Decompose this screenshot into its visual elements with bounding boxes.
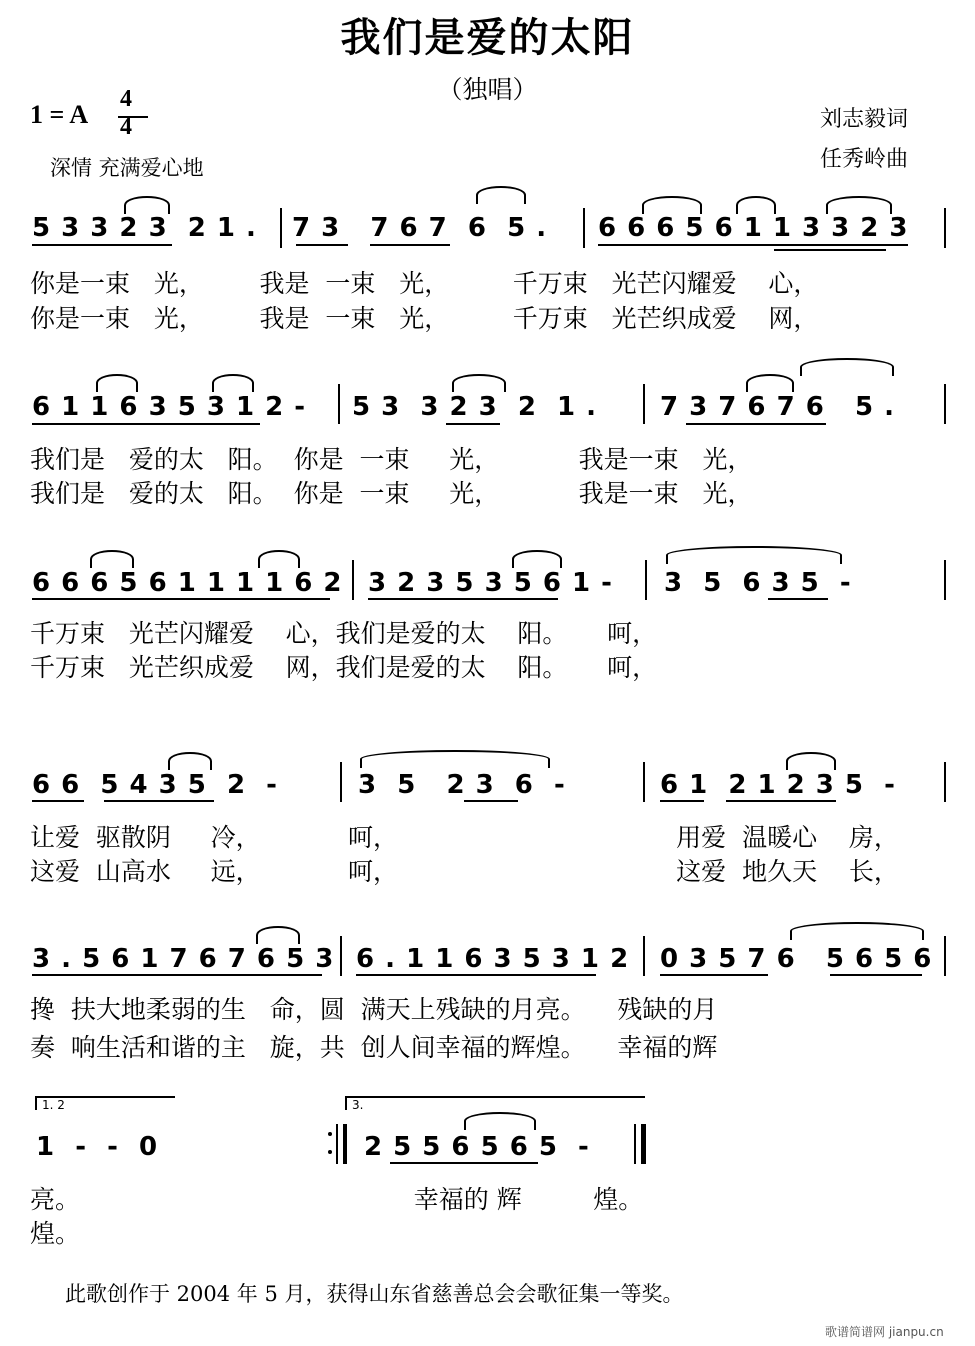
lyrics-verse-1: 你是一束 光， 我是 一束 光， 千万束 光芒闪耀爱 心， — [30, 269, 819, 298]
repeat-bar-line-thick — [343, 1124, 347, 1164]
slur — [800, 358, 894, 376]
underline — [830, 974, 922, 976]
measure-notes: 3 5 2 3 6 - — [358, 770, 566, 800]
slur — [212, 374, 254, 392]
underline — [104, 800, 214, 802]
measure-notes: 3 2 3 5 3 5 6 1 - — [368, 568, 613, 598]
lyricist: 刘志毅词 — [820, 107, 909, 132]
bar-line — [643, 936, 645, 976]
slur — [790, 922, 924, 940]
underline — [32, 800, 84, 802]
tempo-marking: 深情 充满爱心地 — [50, 156, 204, 180]
slur — [476, 186, 526, 204]
underline — [686, 423, 826, 425]
slur — [90, 550, 134, 568]
volta-second-ending: 3. — [352, 1098, 364, 1112]
slur — [360, 750, 550, 768]
slur — [464, 1112, 536, 1130]
bar-line — [944, 384, 946, 424]
underline — [660, 974, 768, 976]
underline — [370, 244, 450, 246]
lyrics-verse-2: 我们是 爱的太 阳。 你是 一束 光， 我是一束 光， — [30, 479, 753, 508]
underline — [390, 1162, 538, 1164]
measure-notes: 3 . 5 6 1 7 6 7 6 5 3 — [32, 944, 335, 974]
underline — [32, 598, 330, 600]
lyrics-verse-1: 搀 扶大地柔弱的生 命，圆 满天上残缺的月亮。 残缺的月 — [30, 995, 718, 1024]
bar-line — [338, 384, 340, 424]
final-bar-line — [634, 1124, 636, 1164]
bar-line — [645, 560, 647, 600]
underline — [356, 974, 596, 976]
underline — [660, 800, 704, 802]
bar-line — [352, 560, 354, 600]
repeat-dot — [328, 1150, 332, 1154]
time-signature-bottom: 4 — [120, 114, 132, 140]
underline — [368, 598, 558, 600]
repeat-dot — [328, 1132, 332, 1136]
slur — [786, 752, 836, 770]
watermark: 歌谱简谱网 jianpu.cn — [825, 1325, 944, 1339]
lyrics-verse-1: 亮。 幸福的 辉 煌。 — [30, 1185, 644, 1214]
measure-notes: 6 6 6 5 6 1 1 3 3 2 3 — [598, 213, 909, 243]
slur — [512, 550, 562, 568]
footnote: 此歌创作于 2004 年 5 月，获得山东省慈善总会会歌征集一等奖。 — [65, 1282, 684, 1306]
slur — [124, 196, 170, 214]
time-signature-top: 4 — [120, 86, 132, 112]
measure-notes: 3 5 6 3 5 - — [664, 568, 852, 598]
measure-notes: 6 . 1 1 6 3 5 3 1 2 — [356, 944, 630, 974]
measure-notes: 7 3 7 6 7 6 5 . — [660, 392, 895, 422]
measure-notes: 5 3 3 2 3 2 1 . — [32, 213, 257, 243]
measure-notes: 0 3 5 7 6 5 6 5 6 — [660, 944, 933, 974]
underline — [32, 244, 172, 246]
measure-notes: 6 1 1 6 3 5 3 1 2 - — [32, 392, 307, 422]
lyrics-verse-2: 你是一束 光， 我是 一束 光， 千万束 光芒织成爱 网， — [30, 304, 819, 333]
measure-notes: 7 3 7 6 7 6 5 . — [292, 213, 548, 243]
bar-line — [583, 208, 585, 248]
lyrics-verse-2: 千万束 光芒织成爱 网，我们是爱的太 阳。 呵， — [30, 653, 658, 682]
underline — [32, 423, 260, 425]
page-title: 我们是爱的太阳 — [340, 15, 635, 61]
repeat-bar-line — [336, 1124, 338, 1164]
bar-line — [340, 762, 342, 802]
measure-notes: 1 - - 0 — [36, 1132, 159, 1162]
slur — [256, 926, 300, 944]
lyrics-verse-2: 煌。 — [30, 1219, 81, 1248]
underline — [296, 244, 348, 246]
bar-line — [944, 208, 946, 248]
underline — [464, 800, 518, 802]
underline — [774, 249, 886, 251]
slur — [746, 374, 794, 392]
underline — [726, 800, 836, 802]
bar-line — [944, 560, 946, 600]
underline — [32, 974, 322, 976]
bar-line — [340, 936, 342, 976]
bar-line — [280, 208, 282, 248]
measure-notes: 6 6 5 4 3 5 2 - — [32, 770, 278, 800]
measure-notes: 6 6 6 5 6 1 1 1 1 6 2 — [32, 568, 343, 598]
composer: 任秀岭曲 — [820, 147, 909, 172]
key-signature: 1 = A — [30, 100, 89, 129]
lyrics-verse-2: 这爱 山高水 远， 呵， 这爱 地久天 长， — [30, 857, 899, 886]
underline — [768, 598, 828, 600]
measure-notes: 6 1 2 1 2 3 5 - — [660, 770, 896, 800]
slur — [452, 374, 506, 392]
volta-bracket — [345, 1096, 645, 1098]
lyrics-verse-1: 我们是 爱的太 阳。 你是 一束 光， 我是一束 光， — [30, 445, 753, 474]
subtitle: （独唱） — [437, 75, 538, 104]
bar-line — [643, 384, 645, 424]
slur — [258, 550, 300, 568]
slur — [168, 752, 212, 770]
underline — [598, 244, 908, 246]
bar-line — [944, 936, 946, 976]
final-bar-line-thick — [641, 1124, 646, 1164]
bar-line — [944, 762, 946, 802]
slur — [96, 374, 138, 392]
slur — [642, 196, 702, 214]
volta-bracket-tick — [345, 1096, 347, 1110]
slur — [826, 196, 892, 214]
lyrics-verse-2: 奏 响生活和谐的主 旋，共 创人间幸福的辉煌。 幸福的辉 — [30, 1033, 718, 1062]
lyrics-verse-1: 千万束 光芒闪耀爱 心，我们是爱的太 阳。 呵， — [30, 619, 658, 648]
measure-notes: 5 3 3 2 3 2 1 . — [352, 392, 598, 422]
slur — [666, 546, 842, 564]
bar-line — [643, 762, 645, 802]
slur — [736, 196, 776, 214]
underline — [446, 423, 500, 425]
volta-first-ending: 1. 2 — [42, 1098, 65, 1112]
volta-bracket-tick — [35, 1096, 37, 1110]
measure-notes: 2 5 5 6 5 6 5 - — [364, 1132, 590, 1162]
lyrics-verse-1: 让爱 驱散阴 冷， 呵， 用爱 温暖心 房， — [30, 823, 899, 852]
